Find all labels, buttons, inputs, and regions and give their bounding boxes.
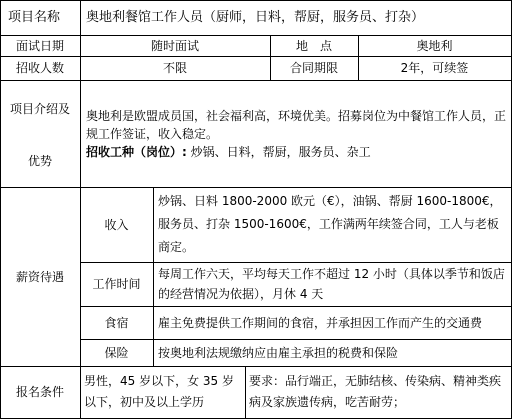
project-name-value: 奥地利餐馆工作人员（厨师，日料，帮厨，服务员、打杂） <box>86 9 425 25</box>
intro-label-line1: 项目介绍及 <box>9 102 70 116</box>
insurance-label: 保险 <box>104 345 129 360</box>
positions-label: 招收工种（岗位）: <box>86 145 187 159</box>
intro-label-line2: 优势 <box>27 154 52 168</box>
interview-date-label: 面试日期 <box>15 38 64 53</box>
location-label: 地 点 <box>295 38 332 53</box>
interview-date-value: 随时面试 <box>150 38 199 53</box>
meals-label: 食宿 <box>104 315 129 330</box>
grid-line <box>153 187 154 367</box>
grid-line <box>245 366 246 419</box>
conditions-requirements: 要求：品行端正，无肺结核、传染病、精神类疾病及家族遗传病，吃苦耐劳； <box>249 374 502 409</box>
intro-text: 奥地利是欧盟成员国，社会福利高，环境优美。招募岗位为中餐馆工作人员，正规工作签证，收入稳定。 <box>86 109 507 141</box>
recruit-count-label: 招收人数 <box>15 61 64 75</box>
location-value: 奥地利 <box>416 38 453 53</box>
project-name-label: 项目名称 <box>8 9 61 25</box>
hours-text: 每周工作六天，平均每天工作不超过 12 小时（具体以季节和饭店的经营情况为依据），月休 4 天 <box>158 267 505 301</box>
income-text: 炒锅、日料 1800-2000 欧元（€），油锅、帮厨 1600-1800€，服务员、打杂 1500-1600€，工作满两年续签合同，工人与老板商定。 <box>158 194 502 254</box>
contract-term-value: 2年，可续签 <box>400 61 469 75</box>
conditions-basic: 男性，45 岁以下，女 35 岁以下，初中及以上学历 <box>84 374 234 409</box>
intro-positions <box>86 143 508 161</box>
insurance-text: 按奥地利法规缴纳应由雇主承担的税费和保险 <box>158 345 399 360</box>
intro-content <box>86 107 508 187</box>
hours-label: 工作时间 <box>92 277 141 291</box>
intro-label <box>0 80 80 187</box>
meals-text: 雇主免费提供工作期间的食宿，并承担因工作而产生的交通费 <box>158 315 483 330</box>
positions-value: 炒锅、日料，帮厨，服务员、杂工 <box>186 145 371 159</box>
contract-term-label: 合同期限 <box>289 61 338 75</box>
conditions-label: 报名条件 <box>15 385 64 399</box>
recruit-count-value: 不限 <box>162 61 187 75</box>
income-label: 收入 <box>104 217 129 232</box>
salary-label: 薪资待遇 <box>15 269 64 284</box>
